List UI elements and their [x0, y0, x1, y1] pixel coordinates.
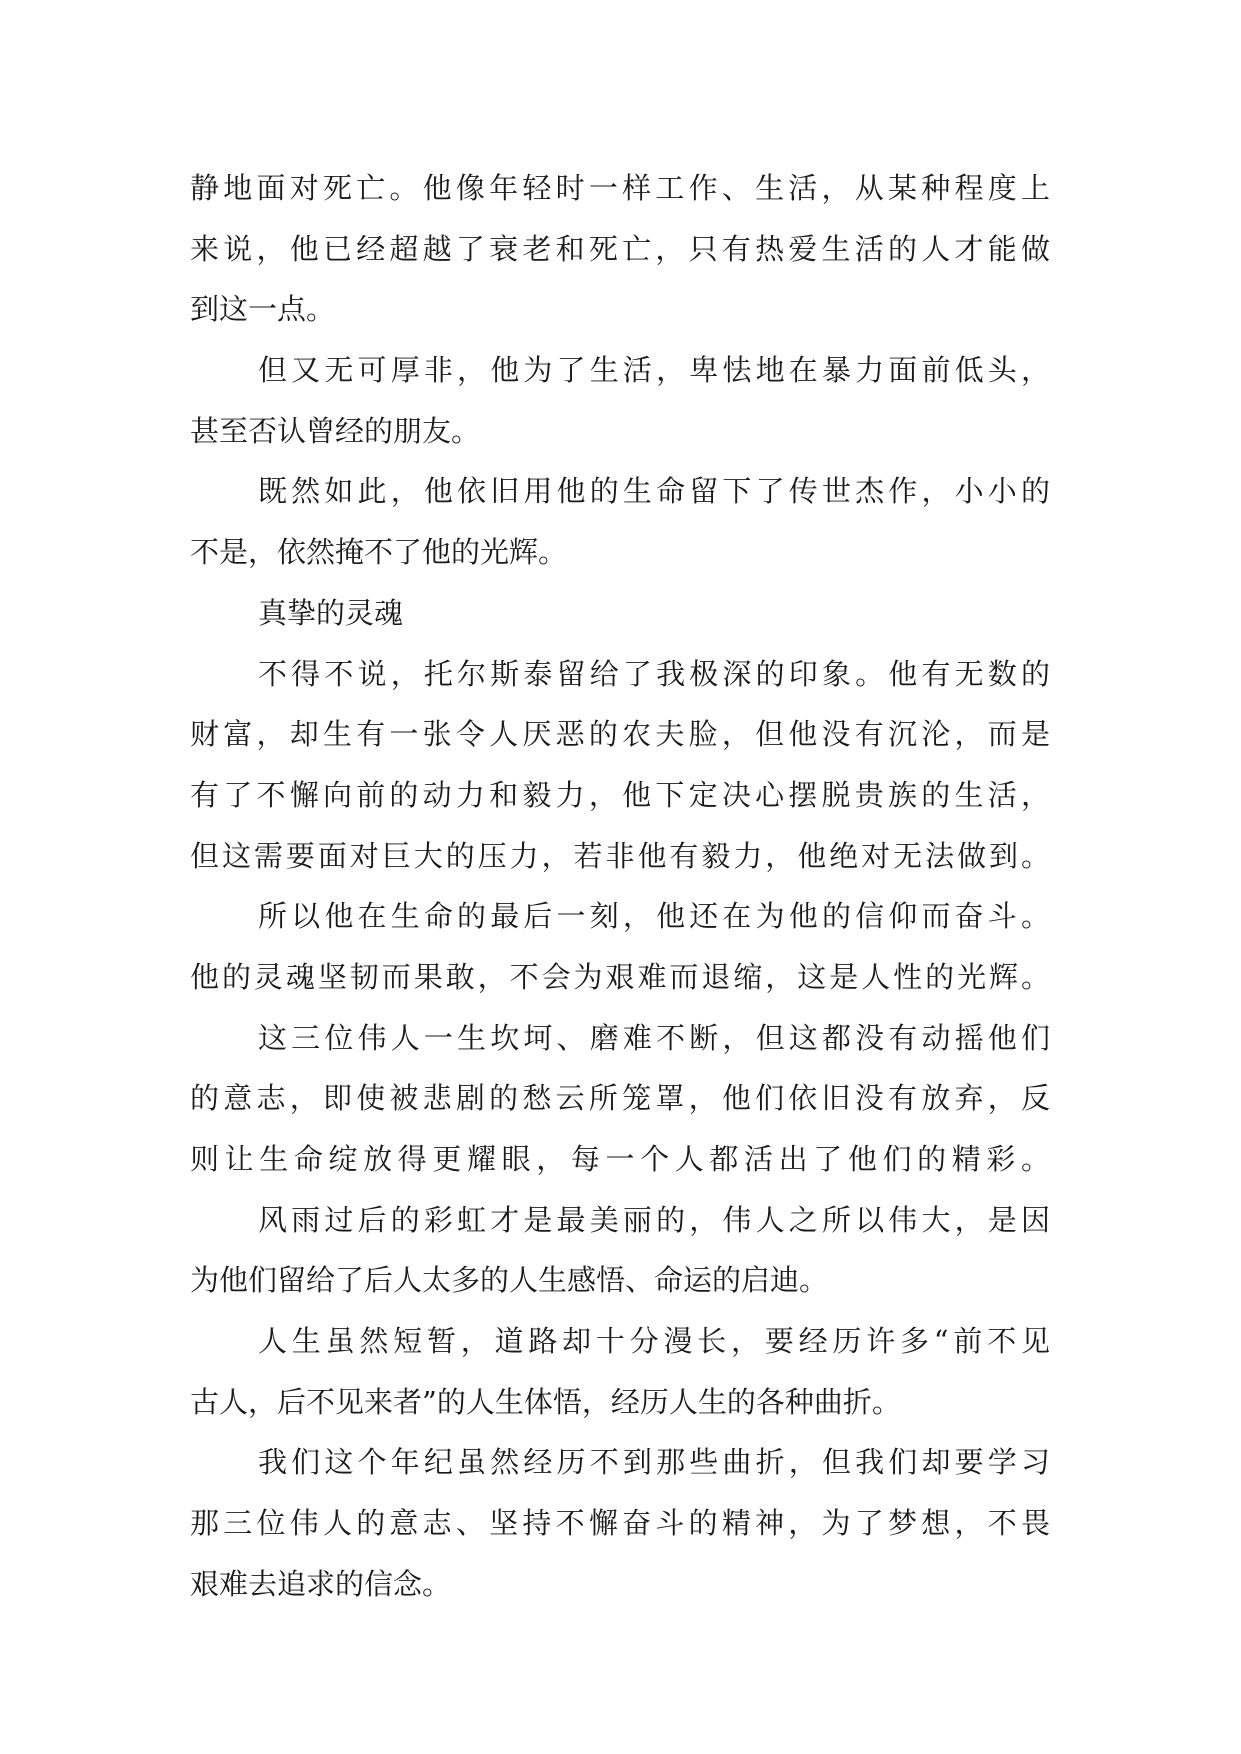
paragraph-first-line: 我们这个年纪虽然经历不到那些曲折，但我们却要学习: [258, 1445, 1050, 1480]
paragraph-first-line: 人生虽然短暂，道路却十分漫长，要经历许多“前不见: [258, 1324, 1050, 1359]
text-line: 古人，后不见来者”的人生体悟，经历人生的各种曲折。: [190, 1384, 901, 1419]
paragraph-first-line: 既然如此，他依旧用他的生命留下了传世杰作，小小的: [258, 474, 1050, 509]
text-line: 艰难去追求的信念。: [190, 1566, 452, 1601]
paragraph-first-line: 不得不说，托尔斯泰留给了我极深的印象。他有无数的: [258, 656, 1050, 691]
document-body: [190, 158, 1050, 1615]
text-line: 的意志，即使被悲剧的愁云所笼罩，他们依旧没有放弃，反: [190, 1081, 1050, 1116]
paragraph-first-line: 但又无可厚非，他为了生活，卑怯地在暴力面前低头，: [258, 353, 1050, 388]
text-line: 静地面对死亡。他像年轻时一样工作、生活，从某种程度上: [190, 171, 1050, 205]
text-line: 不是，依然掩不了他的光辉。: [190, 535, 568, 570]
text-line: 甚至否认曾经的朋友。: [190, 413, 481, 448]
text-line: 为他们留给了后人太多的人生感悟、命运的启迪。: [190, 1263, 829, 1298]
text-line: 到这一点。: [190, 292, 336, 327]
paragraph-first-line: 这三位伟人一生坎坷、磨难不断，但这都没有动摇他们: [258, 1020, 1050, 1055]
text-line: 有了不懈向前的动力和毅力，他下定决心摆脱贵族的生活，: [190, 777, 1050, 812]
text-line: 他的灵魂坚韧而果敢，不会为艰难而退缩，这是人性的光辉。: [190, 959, 1050, 994]
text-line: 则让生命绽放得更耀眼，每一个人都活出了他们的精彩。: [190, 1142, 1050, 1176]
section-heading: 真挚的灵魂: [258, 595, 404, 630]
paragraph-first-line: 所以他在生命的最后一刻，他还在为他的信仰而奋斗。: [258, 899, 1050, 934]
text-line: 财富，却生有一张令人厌恶的农夫脸，但他没有沉沦，而是: [190, 717, 1050, 752]
paragraph-first-line: 风雨过后的彩虹才是最美丽的，伟人之所以伟大，是因: [258, 1202, 1050, 1237]
text-line: 那三位伟人的意志、坚持不懈奋斗的精神，为了梦想，不畏: [190, 1506, 1050, 1541]
text-line: 但这需要面对巨大的压力，若非他有毅力，他绝对无法做到。: [190, 838, 1050, 873]
text-line: 来说，他已经超越了衰老和死亡，只有热爱生活的人才能做: [190, 231, 1050, 266]
